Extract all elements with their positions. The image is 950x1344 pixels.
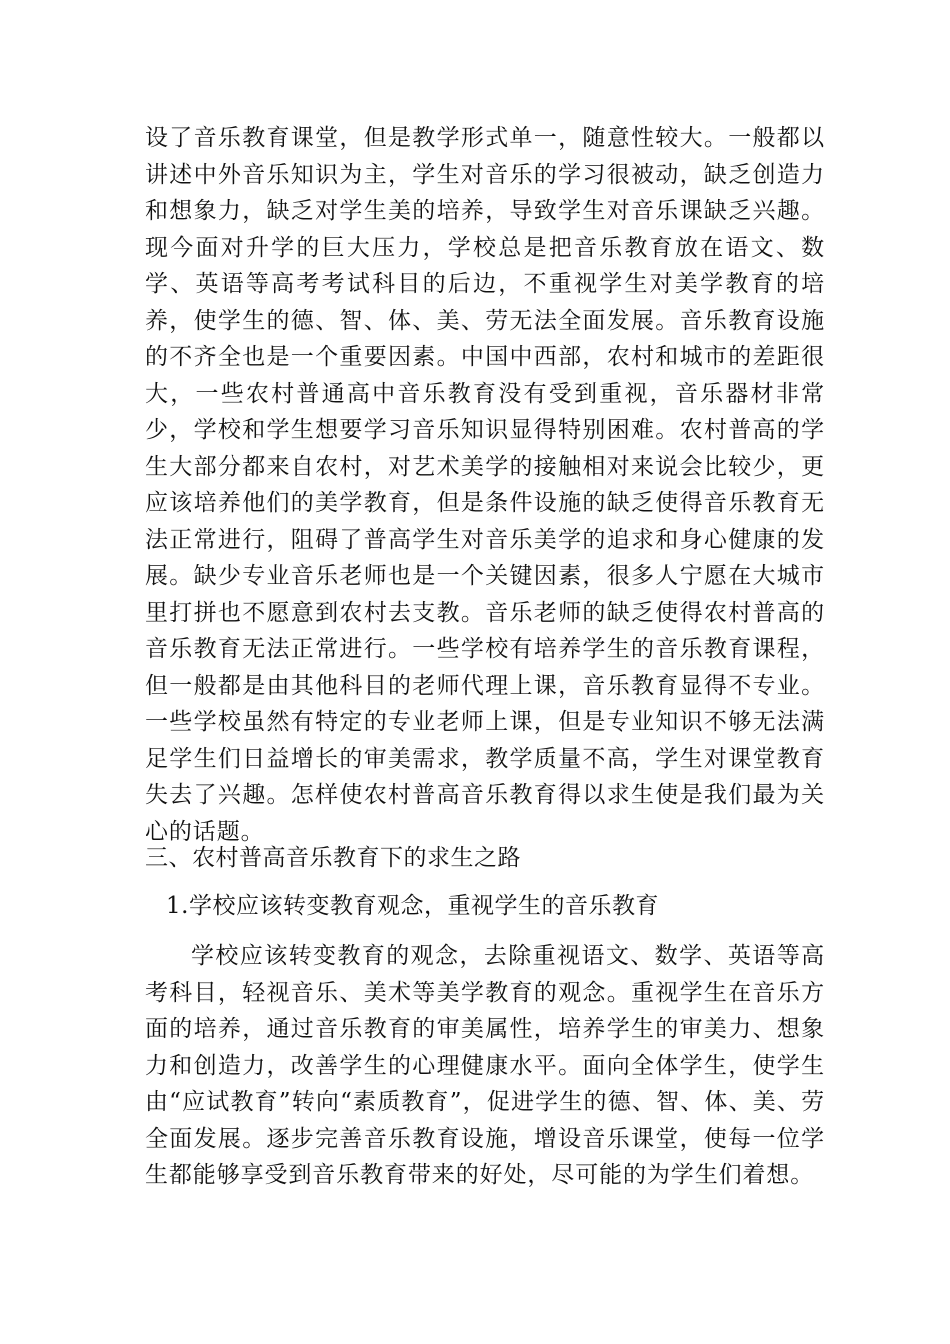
body-paragraph-2: 学校应该转变教育的观念，去除重视语文、数学、英语等高考科目，轻视音乐、美术等美学教育的观念。重视学生在音乐方面的培养，通过音乐教育的审美属性，培养学生的审美力、想象力和创造力，改善学生的心理健康水平。面向全体学生，使学生由“应试教育”转向“素质教育”，促进学生的德、智、体、美、劳全面发展。逐步完善音乐教育设施，增设音乐课堂，使每一位学生都能够享受到音乐教育带来的好处，尽可能的为学生们着想。 <box>145 943 825 1188</box>
section-heading-3: 三、农村普高音乐教育下的求生之路 <box>145 845 521 871</box>
subsection-heading-1: 1.学校应该转变教育观念，重视学生的音乐教育 <box>166 893 659 919</box>
body-paragraph-1: 设了音乐教育课堂，但是教学形式单一，随意性较大。一般都以讲述中外音乐知识为主，学生对音乐的学习很被动，缺乏创造力和想象力，缺乏对学生美的培养，导致学生对音乐课缺乏兴趣。现今面对升学的巨大压力，学校总是把音乐教育放在语文、数学、英语等高考考试科目的后边，不重视学生对美学教育的培养，使学生的德、智、体、美、劳无法全面发展。音乐教育设施的不齐全也是一个重要因素。中国中西部，农村和城市的差距很大，一些农村普通高中音乐教育没有受到重视，音乐器材非常少，学校和学生想要学习音乐知识显得特别困难。农村普高的学生大部分都来自农村，对艺术美学的接触相对来说会比较少，更应该培养他们的美学教育，但是条件设施的缺乏使得音乐教育无法正常进行，阻碍了普高学生对音乐美学的追求和身心健康的发展。缺少专业音乐老师也是一个关键因素，很多人宁愿在大城市里打拼也不愿意到农村去支教。音乐老师的缺乏使得农村普高的音乐教育无法正常进行。一些学校有培养学生的音乐教育课程，但一般都是由其他科目的老师代理上课，音乐教育显得不专业。一些学校虽然有特定的专业老师上课，但是专业知识不够无法满足学生们日益增长的审美需求，教学质量不高，学生对课堂教育失去了兴趣。怎样使农村普高音乐教育得以求生使是我们最为关心的话题。 <box>145 125 825 845</box>
